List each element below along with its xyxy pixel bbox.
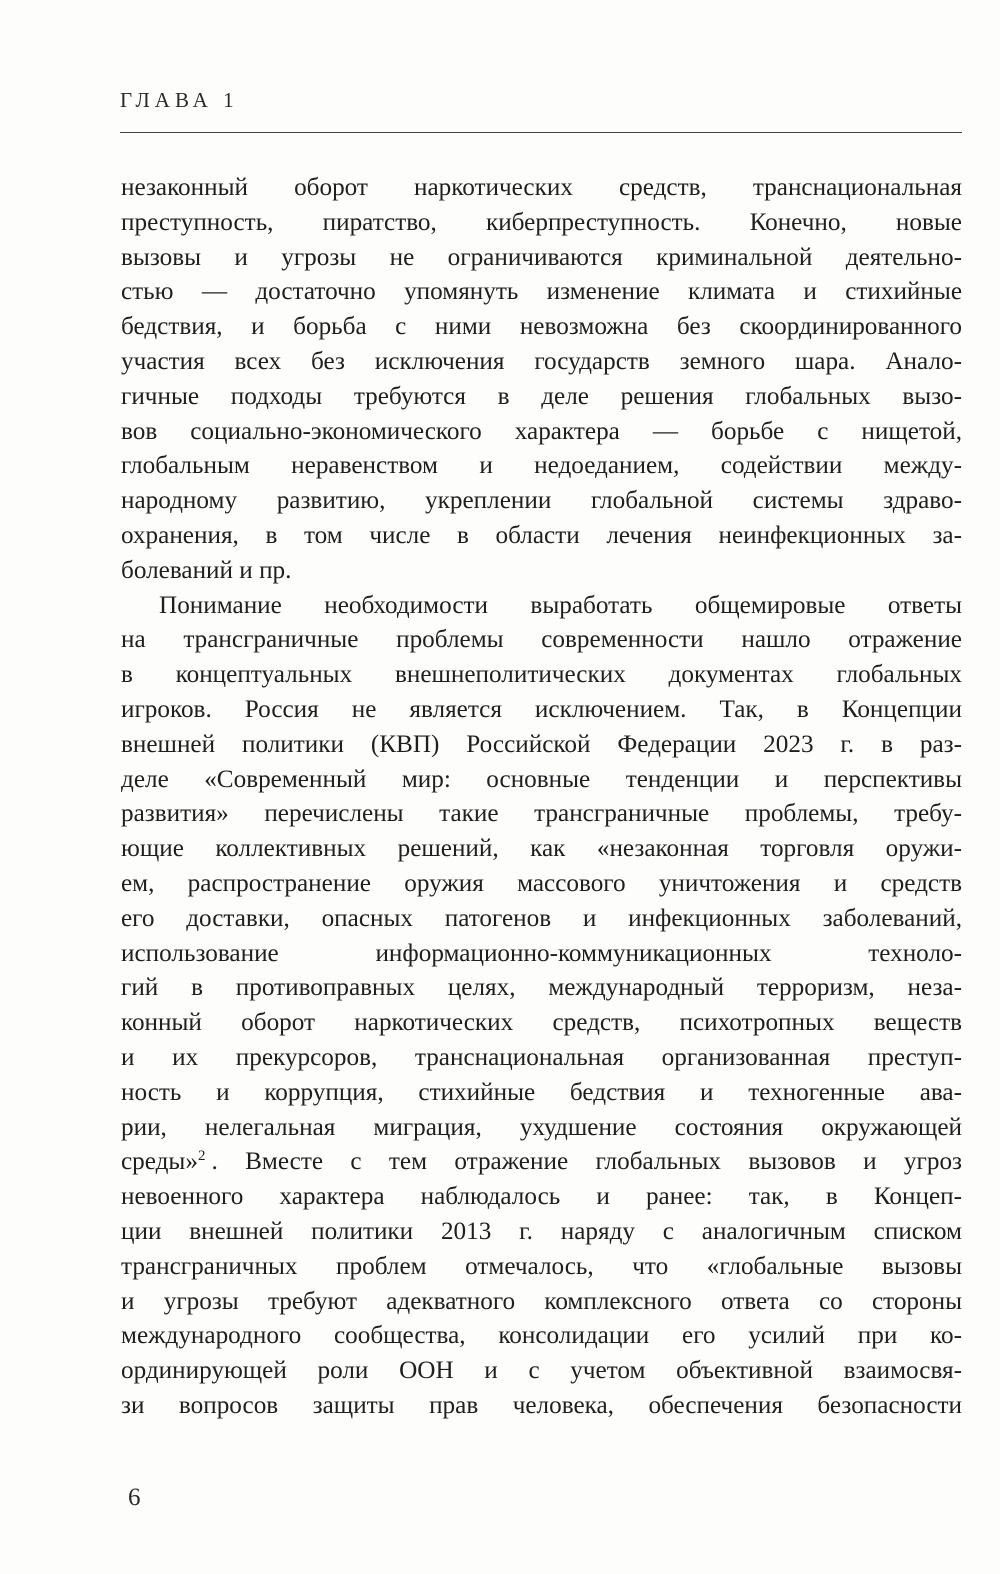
text-line: в концептуальных внешнеполитических документах глобальных	[121, 661, 962, 689]
text-line: международного сообщества, консолидации его усилий при ко-	[121, 1322, 962, 1350]
text-line: конный оборот наркотических средств, психотропных веществ	[121, 1009, 962, 1037]
text-line: ем, распространение оружия массового уничтожения и средств	[121, 869, 962, 897]
text-segment: среды»	[121, 1148, 198, 1176]
text-line: невоенного характера наблюдалось и ранее: так, в Концеп-	[121, 1183, 962, 1211]
text-line: использование информационно-коммуникационных техноло-	[121, 939, 962, 967]
text-line: ординирующей роли ООН и с учетом объективной взаимосвя-	[121, 1357, 962, 1385]
text-line: Понимание необходимости выработать общемировые ответы	[159, 591, 962, 619]
text-line: на трансграничные проблемы современности нашло отражение	[121, 626, 962, 654]
text-line: трансграничных проблем отмечалось, что «глобальные вызовы	[121, 1252, 962, 1280]
text-line: и угрозы требуют адекватного комплексного ответа со стороны	[121, 1287, 962, 1315]
text-line: гий в противоправных целях, международный терроризм, неза-	[121, 974, 962, 1002]
text-line: глобальным неравенством и недоеданием, содействии между-	[121, 452, 962, 480]
text-line: внешней политики (КВП) Российской Федерации 2023 г. в раз-	[121, 730, 962, 758]
text-line: охранения, в том числе в области лечения неинфекционных за-	[121, 521, 962, 549]
text-line: вызовы и угрозы не ограничиваются криминальной деятельно-	[121, 243, 962, 271]
text-line: болеваний и пр.	[121, 556, 292, 584]
text-line: и их прекурсоров, транснациональная организованная преступ-	[121, 1043, 962, 1071]
text-line: бедствия, и борьба с ними невозможна без скоординированного	[121, 313, 962, 341]
header-divider	[120, 132, 962, 133]
text-line: гичные подходы требуются в деле решения глобальных вызо-	[121, 382, 962, 410]
text-line: деле «Современный мир: основные тенденции и перспективы	[121, 765, 962, 793]
text-line-with-footnote	[121, 1145, 962, 1180]
text-line: ции внешней политики 2013 г. наряду с аналогичным списком	[121, 1217, 962, 1245]
text-segment: . Вместе с тем отражение глобальных вызовов и угроз	[211, 1148, 962, 1176]
text-line: незаконный оборот наркотических средств, транснациональная	[121, 174, 962, 201]
paragraph-1	[121, 171, 962, 589]
text-line: вов социально-экономического характера — борьбе с нищетой,	[121, 417, 962, 445]
text-line: рии, нелегальная миграция, ухудшение состояния окружающей	[121, 1113, 962, 1141]
text-line: зи вопросов защиты прав человека, обеспечения безопасности	[121, 1391, 962, 1419]
running-head: ГЛАВА 1	[120, 88, 239, 112]
text-line: участия всех без исключения государств земного шара. Анало-	[121, 347, 962, 375]
text-line: ность и коррупция, стихийные бедствия и техногенные ава-	[121, 1078, 962, 1106]
text-line: народному развитию, укреплении глобальной системы здраво-	[121, 487, 962, 515]
page-number: 6	[128, 1484, 141, 1511]
text-line: стью — достаточно упомянуть изменение климата и стихийные	[121, 278, 962, 306]
text-line: преступность, пиратство, киберпреступность. Конечно, новые	[121, 208, 962, 236]
body-text	[121, 171, 962, 1424]
text-line: его доставки, опасных патогенов и инфекционных заболеваний,	[121, 904, 962, 932]
text-line: ющие коллективных решений, как «незаконная торговля оружи-	[121, 835, 962, 863]
footnote-reference[interactable]: 2	[197, 1147, 206, 1164]
text-line: развития» перечислены такие трансграничные проблемы, требу-	[121, 800, 962, 828]
text-line: игроков. Россия не является исключением. Так, в Концепции	[121, 695, 962, 723]
paragraph-2	[121, 589, 962, 1424]
